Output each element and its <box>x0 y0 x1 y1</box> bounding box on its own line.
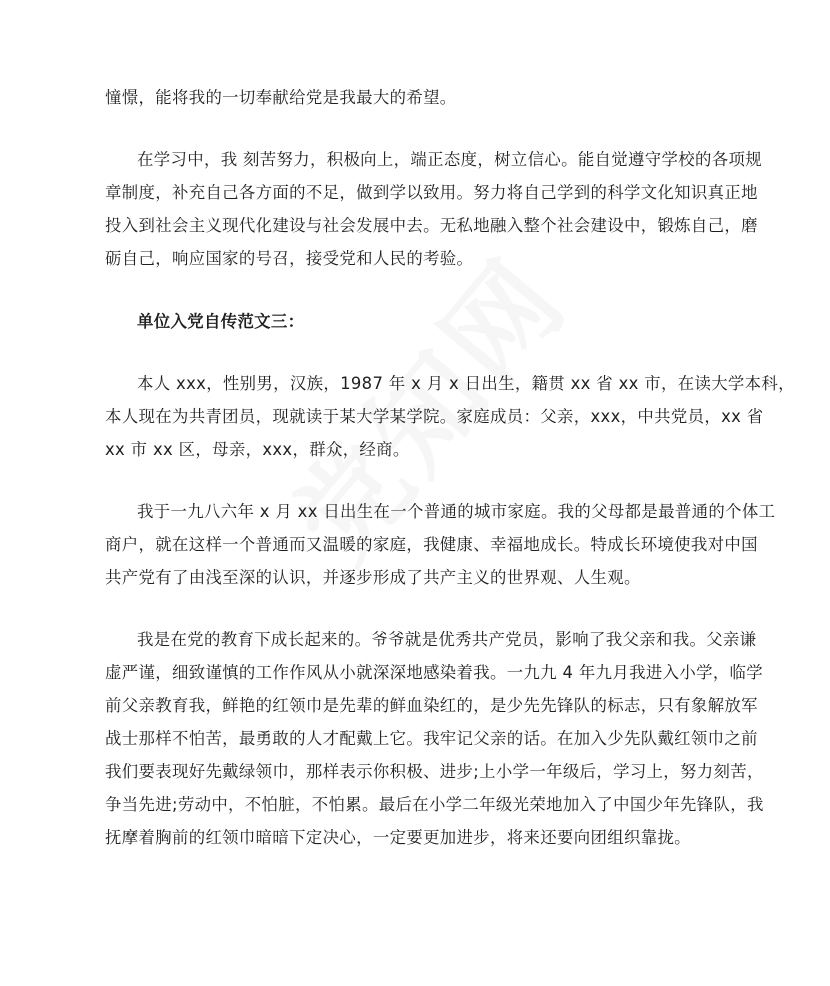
paragraph-study-line: 砺自己，响应国家的号召，接受党和人民的考验。 <box>105 249 474 268</box>
paragraph-study-line: 在学习中，我 刻苦努力，积极向上，端正态度，树立信心。能自觉遵守学校的各项规 <box>137 150 762 169</box>
paragraph-birth-line: 商户，就在这样一个普通而又温暖的家庭，我健康、幸福地成长。特成长环境使我对中国 <box>105 535 758 554</box>
paragraph-growth-line: 前父亲教育我，鲜艳的红领巾是先辈的鲜血染红的，是少先先锋队的标志，只有象解放军 <box>105 696 758 715</box>
paragraph-growth-line: 我是在党的教育下成长起来的。爷爷就是优秀共产党员，影响了我父亲和我。父亲谦 <box>137 630 757 649</box>
paragraph-continuation-line: 憧憬，能将我的一切奉献给党是我最大的希望。 <box>105 88 457 107</box>
paragraph-birth-line: 共产党有了由浅至深的认识，并逐步形成了共产主义的世界观、人生观。 <box>105 568 641 587</box>
paragraph-growth-line: 战士那样不怕苦，最勇敢的人才配戴上它。我牢记父亲的话。在加入少先队戴红领巾之前 <box>105 729 758 748</box>
paragraph-study-line: 章制度，补充自己各方面的不足，做到学以致用。努力将自己学到的科学文化知识真正地 <box>105 183 758 202</box>
section-heading: 单位入党自传范文三： <box>137 312 305 331</box>
paragraph-intro-line: 本人现在为共青团员，现就读于某大学某学院。家庭成员：父亲，xxx，中共党员，xx 省 <box>105 407 764 426</box>
paragraph-intro-line: 本人 xxx，性别男，汉族，1987 年 x 月 x 日出生，籍贯 xx 省 xx 市，在读大学本科， <box>137 374 795 393</box>
paragraph-growth-line: 抚摩着胸前的红领巾暗暗下定决心，一定要更加进步，将来还要向团组织靠拢。 <box>105 828 691 847</box>
paragraph-birth-line: 我于一九八六年 x 月 xx 日出生在一个普通的城市家庭。我的父母都是最普通的个体工 <box>137 502 776 521</box>
paragraph-growth-line: 虚严谨，细致谨慎的工作作风从小就深深地感染着我。一九九 4 年九月我进入小学，临学 <box>105 663 764 682</box>
paragraph-growth-line: 我们要表现好先戴绿领巾，那样表示你积极、进步;上小学一年级后，学习上，努力刻苦， <box>105 762 764 781</box>
paragraph-growth-line: 争当先进;劳动中，不怕脏，不怕累。最后在小学二年级光荣地加入了中国少年先锋队，我 <box>105 795 764 814</box>
paragraph-intro-line: xx 市 xx 区，母亲，xxx，群众，经商。 <box>105 440 410 459</box>
paragraph-study-line: 投入到社会主义现代化建设与社会发展中去。无私地融入整个社会建设中，锻炼自己，磨 <box>105 216 758 235</box>
